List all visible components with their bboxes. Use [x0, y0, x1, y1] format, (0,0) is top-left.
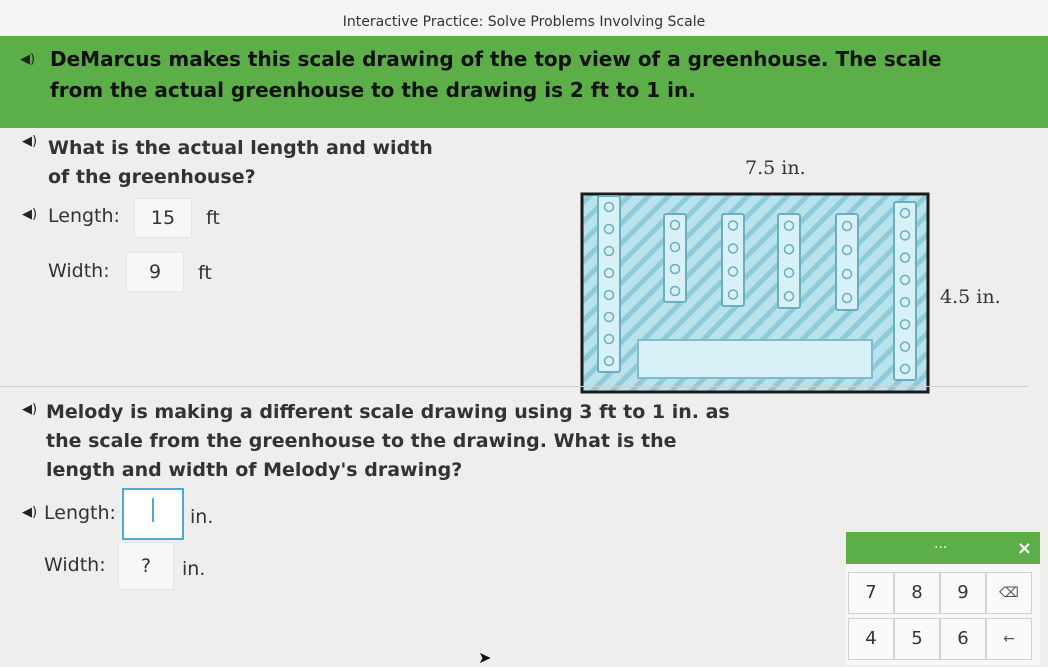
part2-width-unit: in.: [182, 558, 206, 580]
part1-length-unit: ft: [206, 207, 220, 229]
part1-length-label: Length:: [48, 205, 120, 227]
speaker-icon[interactable]: ◀): [22, 207, 38, 222]
drawing-length-label: 7.5 in.: [745, 157, 806, 179]
planter-bed: [664, 214, 686, 302]
section-divider: [0, 386, 1028, 387]
part2-width-label: Width:: [44, 554, 106, 576]
text-cursor: [152, 498, 154, 522]
planter-bed: [894, 202, 916, 380]
planter-bed: [722, 214, 744, 306]
key-8[interactable]: 8: [894, 572, 940, 614]
part2-length-label: Length:: [44, 502, 116, 524]
window-titlebar: [0, 0, 1048, 37]
key-4[interactable]: 4: [848, 618, 894, 660]
key-5[interactable]: 5: [894, 618, 940, 660]
part1-width-input[interactable]: 9: [126, 252, 184, 292]
window-title: Interactive Practice: Solve Problems Involving Scale: [342, 14, 706, 30]
part2-length-unit: in.: [190, 506, 214, 528]
key-7[interactable]: 7: [848, 572, 894, 614]
key-9[interactable]: 9: [940, 572, 986, 614]
speaker-icon[interactable]: ◀): [22, 402, 38, 417]
planter-bed: [836, 214, 858, 310]
mouse-pointer-icon: ➤: [478, 648, 492, 667]
key-backspace[interactable]: ⌫: [986, 572, 1032, 614]
part1-length-input[interactable]: 15: [134, 198, 192, 238]
keypad-close-button[interactable]: ×: [1016, 538, 1032, 559]
keypad-menu-button[interactable]: ...: [934, 536, 948, 552]
speaker-icon[interactable]: ◀): [20, 52, 36, 67]
part2-length-input[interactable]: [122, 488, 184, 540]
planter-bed: [778, 214, 800, 308]
number-keypad: [846, 532, 1040, 665]
part2-question: Melody is making a different scale drawing using 3 ft to 1 in. as the scale from the greenhouse to the drawing. What is the length and width of Melody's drawing?: [46, 401, 730, 481]
speaker-icon[interactable]: ◀): [22, 134, 38, 149]
part1-width-unit: ft: [198, 262, 212, 284]
intro-text: DeMarcus makes this scale drawing of the top view of a greenhouse. The scale from the actual greenhouse to the drawing is 2 ft to 1 in.: [50, 47, 942, 102]
speaker-icon[interactable]: ◀): [22, 505, 38, 520]
part1-question: What is the actual length and width of the greenhouse?: [48, 137, 433, 188]
planter-bed: [598, 196, 620, 372]
drawing-width-label: 4.5 in.: [940, 286, 1001, 308]
intro-banner: [0, 36, 1048, 128]
greenhouse-table: [638, 340, 872, 378]
key-6[interactable]: 6: [940, 618, 986, 660]
part1-width-label: Width:: [48, 260, 110, 282]
greenhouse-drawing: [580, 182, 932, 394]
key-left-arrow[interactable]: ←: [986, 618, 1032, 660]
keypad-header: [846, 532, 1040, 564]
part2-width-input[interactable]: ?: [118, 542, 174, 590]
